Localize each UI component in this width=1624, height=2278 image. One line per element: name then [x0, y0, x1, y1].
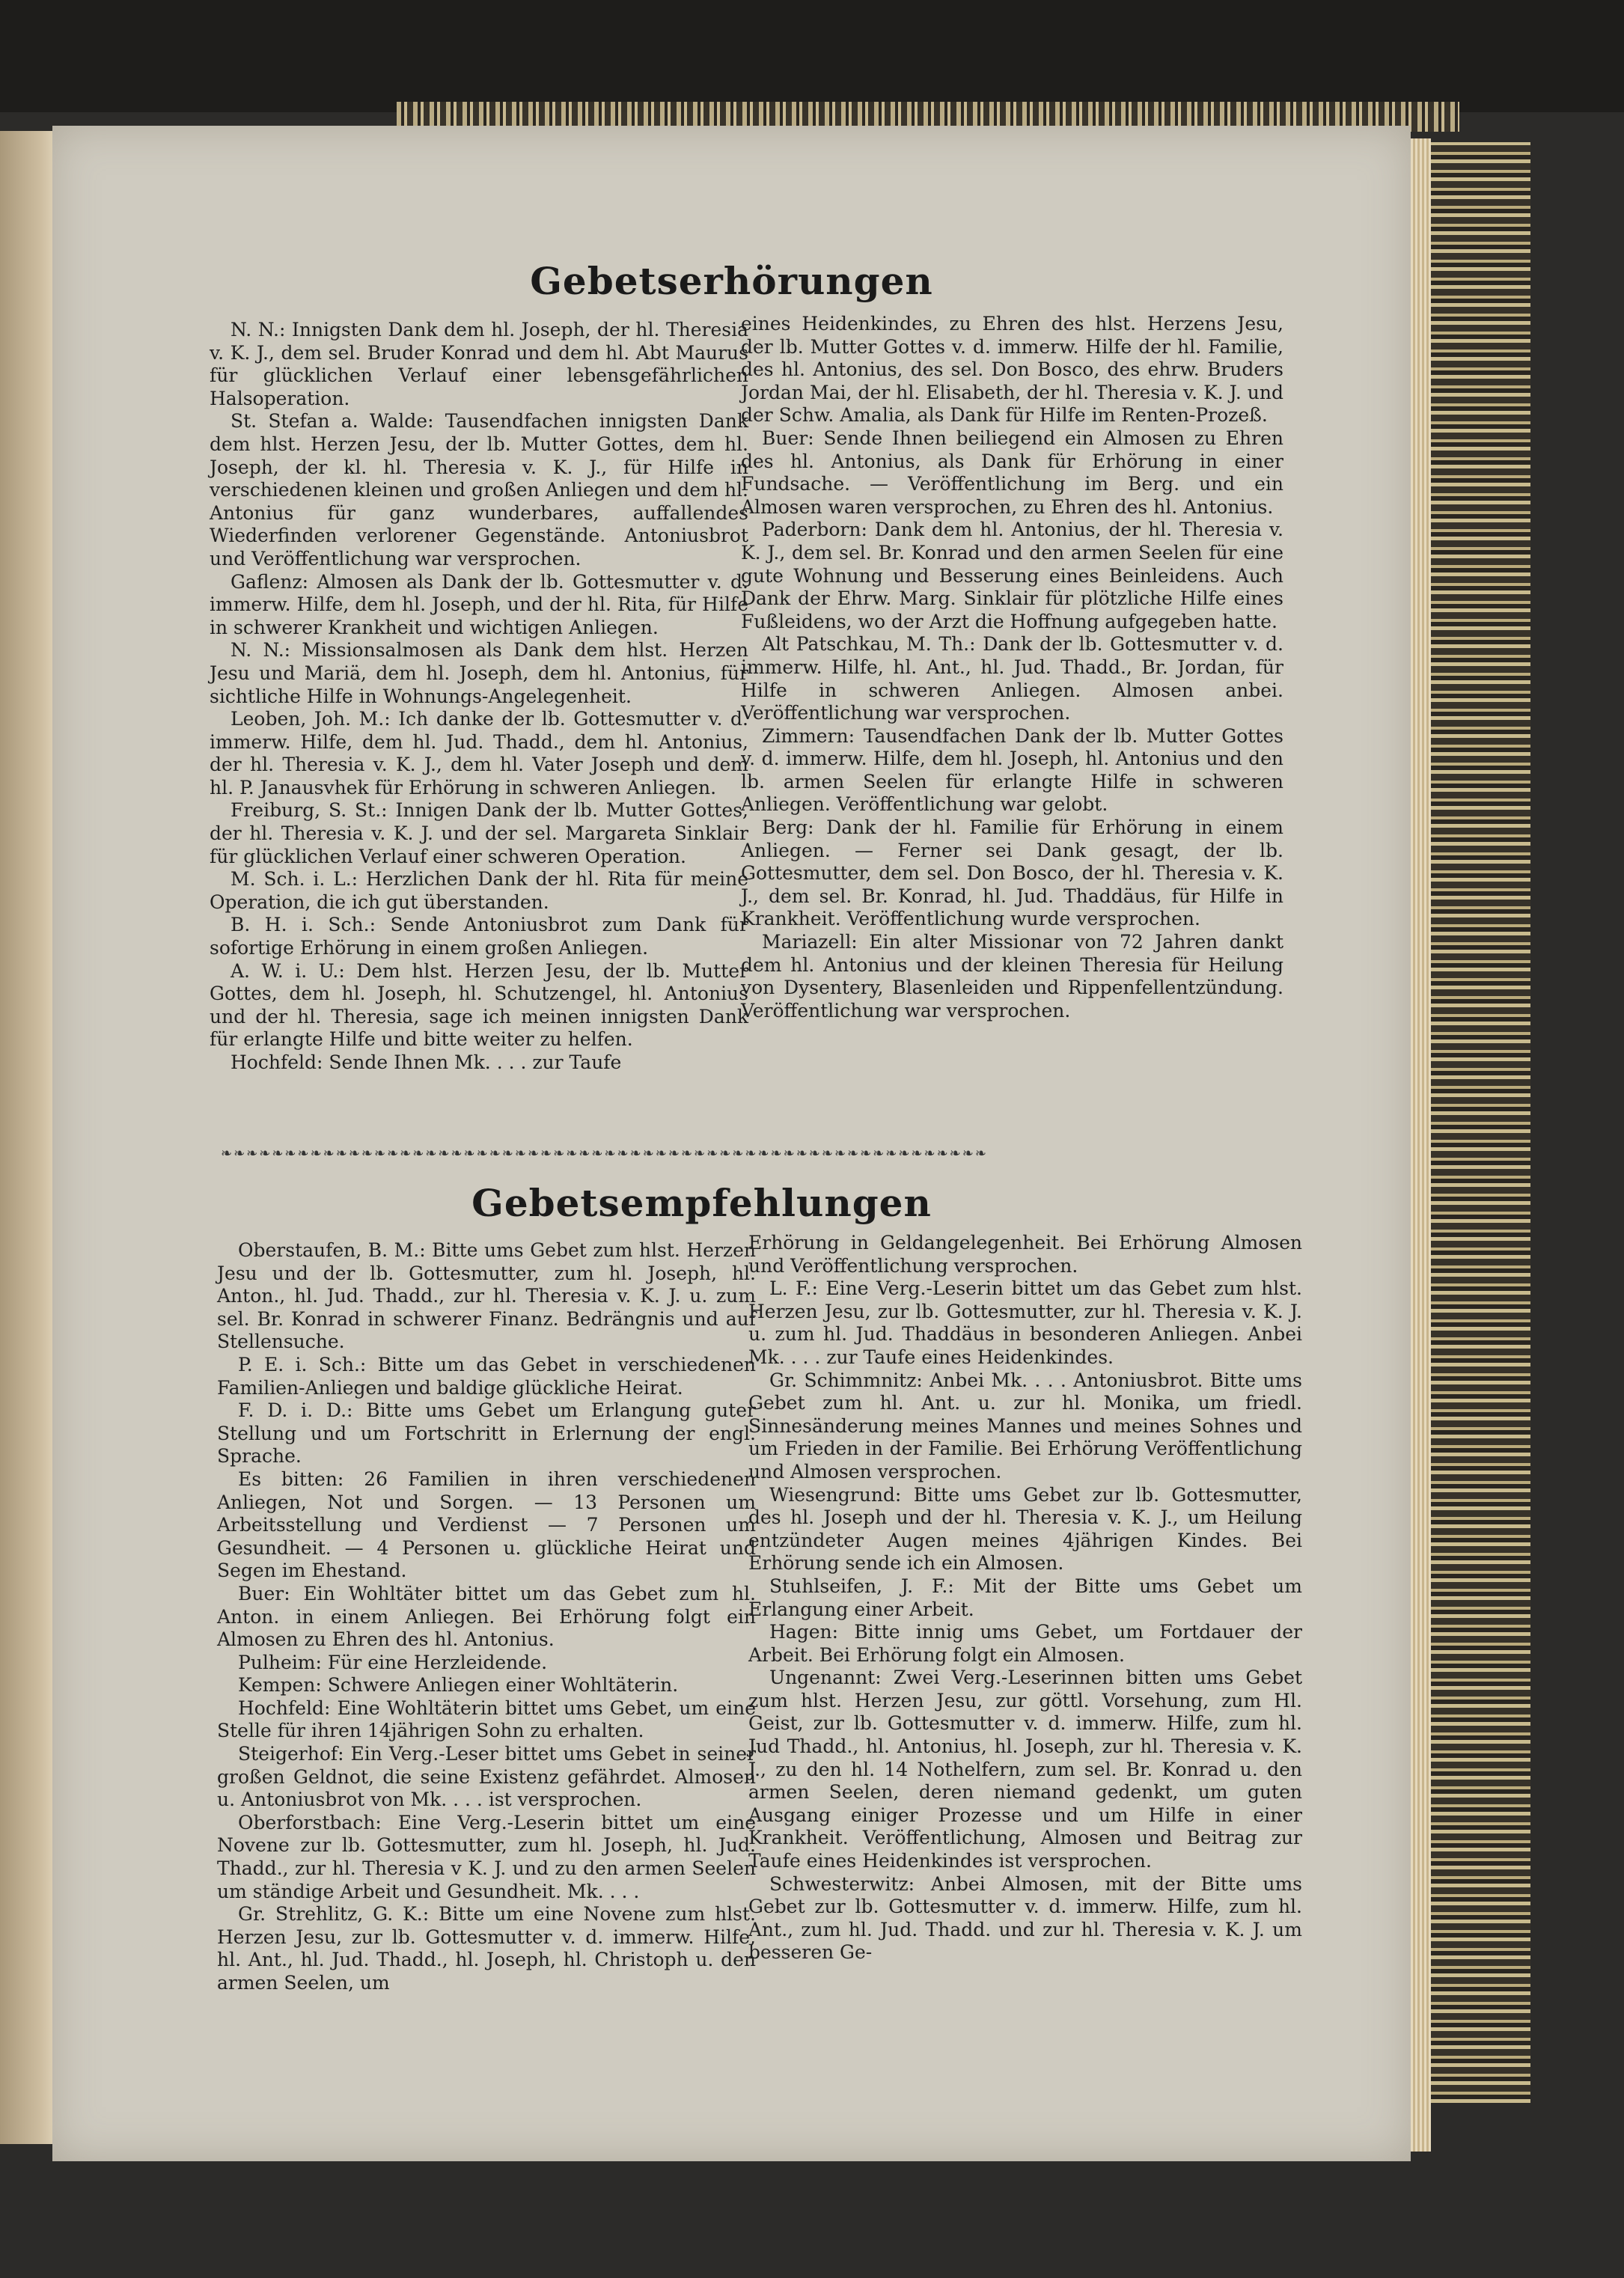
- paragraph: Hochfeld: Sende Ihnen Mk. . . . zur Taufe: [231, 1051, 622, 1073]
- left-page-edge: [0, 131, 58, 2144]
- paragraph: Es bitten: 26 Familien in ihren verschiedenen Anliegen, Not und Sorgen. — 13 Personen um Arbeitsstellung und Verdienst — 7 Personen um Gesundheit. — 4 Personen u. glückliche Heirat und Segen im Ehestand.: [217, 1468, 756, 1582]
- paragraph: Hagen: Bitte innig ums Gebet, um Fortdauer der Arbeit. Bei Erhörung folgt ein Almosen.: [748, 1621, 1302, 1666]
- paragraph: Ungenannt: Zwei Verg.-Leserinnen bitten ums Gebet zum hlst. Herzen Jesu, zur göttl. Vorsehung, zum Hl. Geist, zur lb. Gottesmutter v. d. immerw. Hilfe, zum hl. Jud Thadd., hl. Antonius, hl. Joseph, zur hl. Theresia v. K. J., zu den hl. 14 Nothelfern, zum sel. Br. Konrad u. den armen Seelen, deren niemand gedenkt, um guten Ausgang einiger Prozesse und um Hilfe in einer Krankheit. Veröffentlichung, Almosen und Beitrag zur Taufe eines Heidenkindes ist versprochen.: [748, 1667, 1302, 1872]
- section2-column-left: [217, 1239, 756, 1995]
- paragraph: F. D. i. D.: Bitte ums Gebet um Erlangung guter Stellung und um Fortschritt in Erlernung der engl. Sprache.: [217, 1399, 756, 1468]
- section1-title: Gebetserhörungen: [530, 259, 933, 303]
- paragraph: Oberstaufen, B. M.: Bitte ums Gebet zum hlst. Herzen Jesu und der lb. Gottesmutter, zum hl. Joseph, hl. Anton., hl. Jud. Thadd., zur hl. Theresia v. K. J. u. zum sel. Br. Konrad in schwerer Finanz. Bedrängnis und auf Stellensuche.: [217, 1239, 756, 1353]
- paragraph: L. F.: Eine Verg.-Leserin bittet um das Gebet zum hlst. Herzen Jesu, zur lb. Gottesmutter, zur hl. Theresia v. K. J. u. zum hl. Jud. Thaddäus in besonderen Anliegen. Anbei Mk. . . . zur Taufe eines Heidenkindes.: [748, 1277, 1302, 1368]
- paragraph: Erhörung in Geldangelegenheit. Bei Erhörung Almosen und Veröffentlichung versprochen.: [748, 1232, 1302, 1277]
- paragraph: Steigerhof: Ein Verg.-Leser bittet ums Gebet in seiner großen Geldnot, die seine Existenz gefährdet. Almosen u. Antoniusbrot von Mk. . . . ist versprochen.: [217, 1743, 756, 1811]
- section2-title: Gebetsempfehlungen: [471, 1181, 932, 1225]
- marbled-edge-right: [1426, 142, 1530, 2103]
- section1-column-right: [741, 313, 1283, 1022]
- paragraph: Kempen: Schwere Anliegen einer Wohltäterin.: [238, 1674, 679, 1697]
- section2-column-right: [748, 1232, 1302, 1964]
- paragraph: Oberforstbach: Eine Verg.-Leserin bittet um eine Novene zur lb. Gottesmutter, zum hl. Joseph, hl. Jud. Thadd., zur hl. Theresia v K. J. und zu den armen Seelen um ständige Arbeit und Gesundheit. Mk. . . .: [217, 1811, 756, 1902]
- paragraph: Pulheim: Für eine Herzleidende.: [238, 1651, 548, 1673]
- paragraph: N. N.: Innigsten Dank dem hl. Joseph, der hl. Theresia v. K. J., dem sel. Bruder Konrad und dem hl. Abt Maurus für glücklichen Verlauf einer lebensgefährlichen Halsoperation.: [210, 319, 748, 409]
- paragraph: Gr. Strehlitz, G. K.: Bitte um eine Novene zum hlst. Herzen Jesu, zur lb. Gottesmutter v. d. immerw. Hilfe, hl. Ant., hl. Jud. Thadd., hl. Joseph, hl. Christoph u. den armen Seelen, um: [217, 1903, 756, 1994]
- paragraph: St. Stefan a. Walde: Tausendfachen innigsten Dank dem hlst. Herzen Jesu, der lb. Mutter Gottes, dem hl. Joseph, der kl. hl. Theresia v. K. J., für Hilfe in verschiedenen kleinen und großen Anliegen und dem hl. Antonius für ganz wunderbares, auffallendes Wiederfinden verlorener Gegenstände. Antoniusbrot und Veröffentlichung war versprochen.: [210, 410, 748, 570]
- ornament-divider: ❧❧❧❧❧❧❧❧❧❧❧❧❧❧❧❧❧❧❧❧❧❧❧❧❧❧❧❧❧❧❧❧❧❧❧❧❧❧❧❧❧❧❧❧❧❧❧❧❧❧❧❧❧❧❧❧❧❧❧❧: [221, 1146, 988, 1161]
- page: [52, 126, 1411, 2161]
- book-cover-top: [0, 0, 1624, 112]
- paragraph: Leoben, Joh. M.: Ich danke der lb. Gottesmutter v. d. immerw. Hilfe, dem hl. Jud. Thadd., dem hl. Antonius, der hl. Theresia v. K. J., dem hl. Vater Joseph und dem hl. P. Janausvhek für Erhörung in schweren Anliegen.: [210, 708, 748, 798]
- paragraph: eines Heidenkindes, zu Ehren des hlst. Herzens Jesu, der lb. Mutter Gottes v. d. immerw. Hilfe der hl. Familie, des hl. Antonius, des sel. Don Bosco, des ehrw. Bruders Jordan Mai, der hl. Elisabeth, der hl. Theresia v. K. J. und der Schw. Amalia, als Dank für Hilfe im Renten-Prozeß.: [741, 313, 1283, 427]
- paragraph: Paderborn: Dank dem hl. Antonius, der hl. Theresia v. K. J., dem sel. Br. Konrad und den armen Seelen für eine gute Wohnung und Besserung eines Beinleidens. Auch Dank der Ehrw. Marg. Sinklair für plötzliche Hilfe eines Fußleidens, wo der Arzt die Hoffnung aufgegeben hatte.: [741, 519, 1283, 632]
- paragraph: Gr. Schimmnitz: Anbei Mk. . . . Antoniusbrot. Bitte ums Gebet zum hl. Ant. u. zur hl. Monika, um friedl. Sinnesänderung meines Mannes und meines Sohnes und um Frieden in der Familie. Bei Erhörung Veröffentlichung und Almosen versprochen.: [748, 1369, 1302, 1482]
- section1-column-left: [210, 319, 748, 1075]
- paragraph: Mariazell: Ein alter Missionar von 72 Jahren dankt dem hl. Antonius und der kleinen Theresia für Heilung von Dysentery, Blasenleiden und Rippenfellentzündung. Veröffentlichung war versprochen.: [741, 931, 1283, 1022]
- paragraph: Alt Patschkau, M. Th.: Dank der lb. Gottesmutter v. d. immerw. Hilfe, hl. Ant., hl. Jud. Thadd., Br. Jordan, für Hilfe in schweren Anliegen. Almosen anbei. Veröffentlichung war versprochen.: [741, 633, 1283, 724]
- paragraph: Freiburg, S. St.: Innigen Dank der lb. Mutter Gottes, der hl. Theresia v. K. J. und der sel. Margareta Sinklair für glücklichen Verlauf einer schweren Operation.: [210, 799, 748, 867]
- paragraph: Wiesengrund: Bitte ums Gebet zur lb. Gottesmutter, des hl. Joseph und der hl. Theresia v. K. J., um Heilung entzündeter Augen meines 4jährigen Kindes. Bei Erhörung sende ich ein Almosen.: [748, 1483, 1302, 1575]
- paragraph: Gaflenz: Almosen als Dank der lb. Gottesmutter v. d. immerw. Hilfe, dem hl. Joseph, und der hl. Rita, für Hilfe in schwerer Krankheit und wichtigen Anliegen.: [210, 570, 748, 638]
- paragraph: Zimmern: Tausendfachen Dank der lb. Mutter Gottes v. d. immerw. Hilfe, dem hl. Joseph, hl. Antonius und den lb. armen Seelen für erlangte Hilfe in schweren Anliegen. Veröffentlichung war gelobt.: [741, 724, 1283, 816]
- paragraph: B. H. i. Sch.: Sende Antoniusbrot zum Dank für sofortige Erhörung in einem großen Anliegen.: [210, 914, 748, 959]
- paragraph: Hochfeld: Eine Wohltäterin bittet ums Gebet, um eine Stelle für ihren 14jährigen Sohn zu erhalten.: [217, 1697, 756, 1742]
- paragraph: P. E. i. Sch.: Bitte um das Gebet in verschiedenen Familien-Anliegen und baldige glückliche Heirat.: [217, 1353, 756, 1399]
- paragraph: N. N.: Missionsalmosen als Dank dem hlst. Herzen Jesu und Mariä, dem hl. Joseph, dem hl. Antonius, für sichtliche Hilfe in Wohnungs-Angelegenheit.: [210, 639, 748, 707]
- paragraph: Berg: Dank der hl. Familie für Erhörung in einem Anliegen. — Ferner sei Dank gesagt, der lb. Gottesmutter, dem sel. Don Bosco, der hl. Theresia v. K. J., dem sel. Br. Konrad, hl. Jud. Thaddäus, für Hilfe in Krankheit. Veröffentlichung wurde versprochen.: [741, 816, 1283, 930]
- paragraph: M. Sch. i. L.: Herzlichen Dank der hl. Rita für meine Operation, die ich gut überstanden.: [210, 868, 748, 913]
- paragraph: Buer: Sende Ihnen beiliegend ein Almosen zu Ehren des hl. Antonius, als Dank für Erhörung in einer Fundsache. — Veröffentlichung im Berg. und ein Almosen waren versprochen, zu Ehren des hl. Antonius.: [741, 427, 1283, 518]
- paragraph: Schwesterwitz: Anbei Almosen, mit der Bitte ums Gebet zur lb. Gottesmutter v. d. immerw. Hilfe, zum hl. Ant., zum hl. Jud. Thadd. und zur hl. Theresia v. K. J. um besseren Ge-: [748, 1872, 1302, 1964]
- paragraph: Stuhlseifen, J. F.: Mit der Bitte ums Gebet um Erlangung einer Arbeit.: [748, 1575, 1302, 1620]
- paragraph: Buer: Ein Wohltäter bittet um das Gebet zum hl. Anton. in einem Anliegen. Bei Erhörung folgt ein Almosen zu Ehren des hl. Antonius.: [217, 1582, 756, 1651]
- paragraph: A. W. i. U.: Dem hlst. Herzen Jesu, der lb. Mutter Gottes, dem hl. Joseph, hl. Schutzengel, hl. Antonius und der hl. Theresia, sage ich meinen innigsten Dank für erlangte Hilfe und bitte weiter zu helfen.: [210, 959, 748, 1051]
